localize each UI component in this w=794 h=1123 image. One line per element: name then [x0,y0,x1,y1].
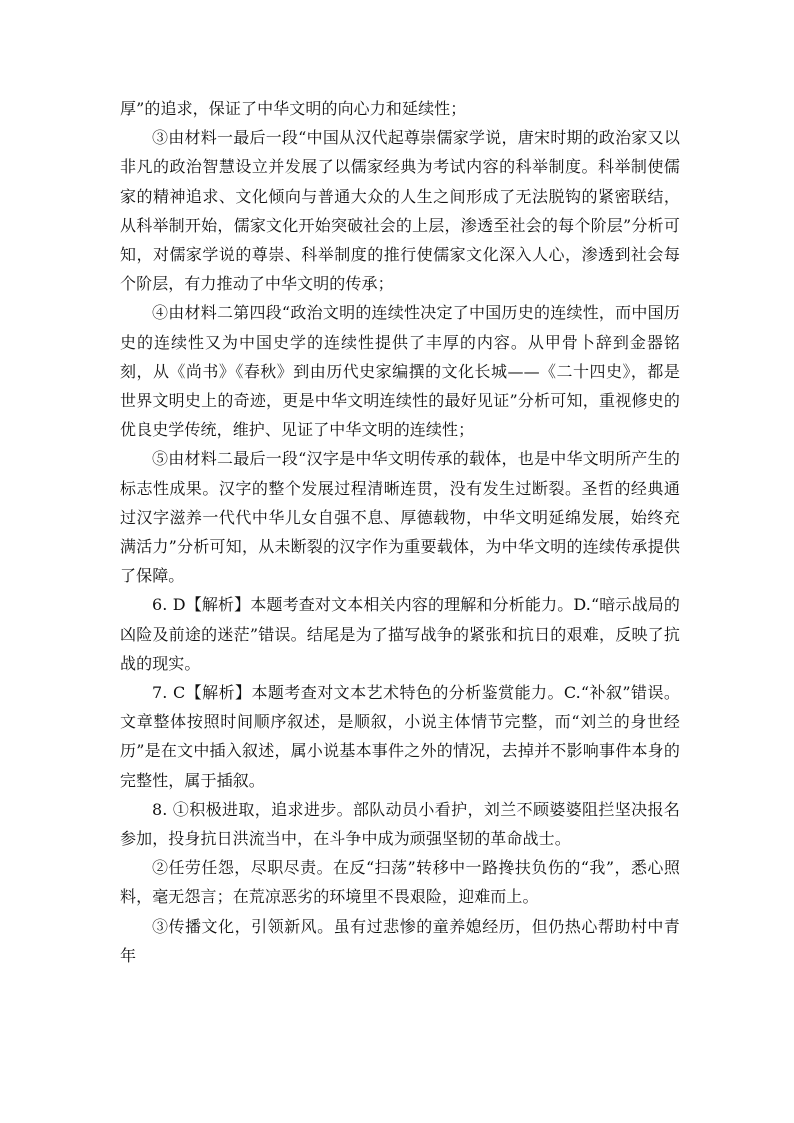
paragraph-answer-8-point-3: ③传播文化，引领新风。虽有过悲惨的童养媳经历，但仍热心帮助村中青年 [120,916,680,965]
paragraph-answer-8-point-2: ②任劳任怨，尽职尽责。在反“扫荡”转移中一路搀扶负伤的“我”，悉心照料，毫无怨言；在荒凉恶劣的环境里不畏艰险，迎难而上。 [120,858,680,907]
paragraph-answer-6: 6. D【解析】本题考查对文本相关内容的理解和分析能力。D.“暗示战局的凶险及前途的迷茫”错误。结尾是为了描写战争的紧张和抗日的艰难，反映了抗战的现实。 [120,595,680,673]
paragraph-point-3: ③由材料一最后一段“中国从汉代起尊崇儒家学说，唐宋时期的政治家又以非凡的政治智慧设立并发展了以儒家经典为考试内容的科举制度。科举制使儒家的精神追求、文化倾向与普通大众的人生之间形成了无法脱钩的紧密联结，从科举制开始，儒家文化开始突破社会的上层，渗透至社会的每个阶层”分析可知，对儒家学说的尊崇、科举制度的推行使儒家文化深入人心，渗透到社会每个阶层，有力推动了中华文明的传承； [120,128,680,294]
paragraph-answer-8-point-1: 8. ①积极进取，追求进步。部队动员小看护，刘兰不顾婆婆阻拦坚决报名参加，投身抗日洪流当中，在斗争中成为顽强坚韧的革命战士。 [120,799,680,849]
paragraph-point-4: ④由材料二第四段“政治文明的连续性决定了中国历史的连续性，而中国历史的连续性又为中国史学的连续性提供了丰厚的内容。从甲骨卜辞到金器铭刻，从《尚书》《春秋》到由历代史家编撰的文化长城——《二十四史》，都是世界文明史上的奇迹，更是中华文明连续性的最好见证”分析可知，重视修史的优良史学传统，维护、见证了中华文明的连续性； [120,303,680,440]
paragraph-continuation: 厚”的追求，保证了中华文明的向心力和延续性； [120,99,467,118]
document-page [120,94,680,970]
paragraph-answer-7: 7. C【解析】本题考查对文本艺术特色的分析鉴赏能力。C.“补叙”错误。文章整体按照时间顺序叙述，是顺叙，小说主体情节完整，而“刘兰的身世经历”是在文中插入叙述，属小说基本事件之外的情况，去掉并不影响事件本身的完整性，属于插叙。 [120,683,680,790]
paragraph-point-5: ⑤由材料二最后一段“汉字是中华文明传承的载体，也是中华文明所产生的标志性成果。汉字的整个发展过程清晰连贯，没有发生过断裂。圣哲的经典通过汉字滋养一代代中华儿女自强不息、厚德载物，中华文明延绵发展，始终充满活力”分析可知，从未断裂的汉字作为重要载体，为中华文明的连续传承提供了保障。 [120,449,680,586]
